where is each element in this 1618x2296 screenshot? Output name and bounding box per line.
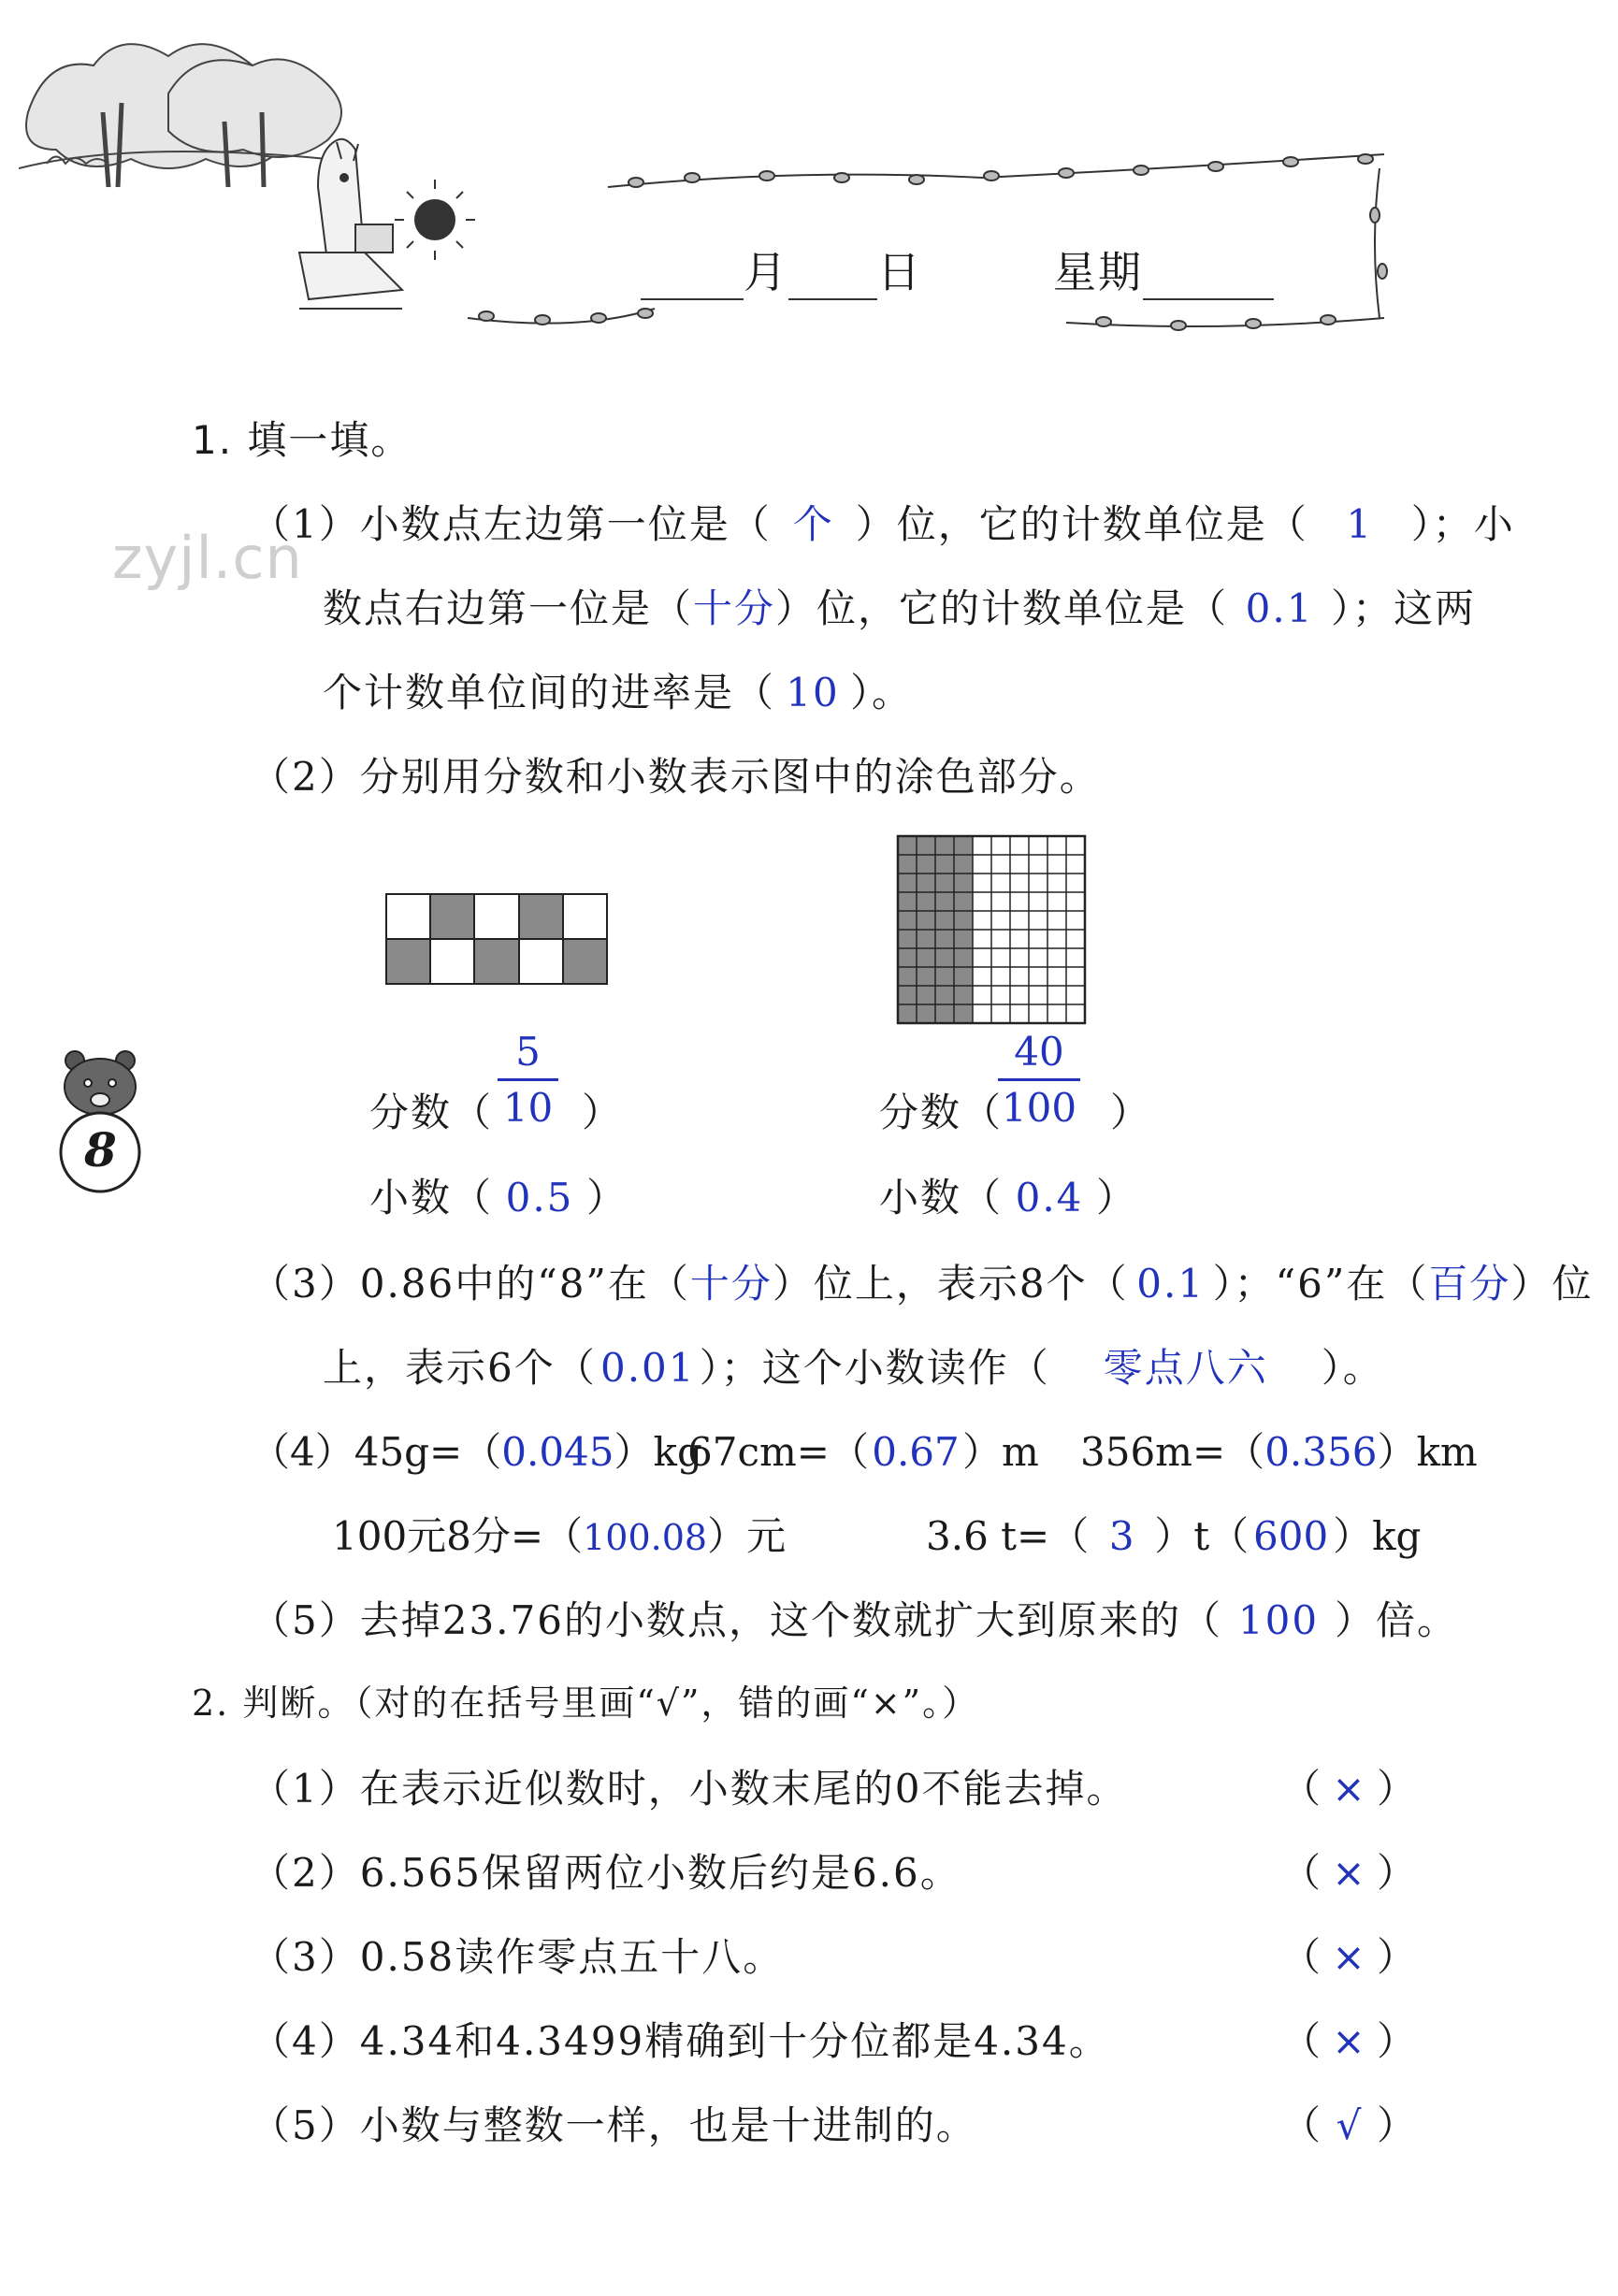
text: ） [1110, 1090, 1152, 1135]
paren-close: ） [1377, 1766, 1417, 1812]
answer-shifen: 十分 [693, 585, 776, 631]
text: （3）0.86中的“8”在（ [251, 1261, 690, 1307]
answer-one: 1 [1346, 501, 1374, 547]
text: 小数（ [879, 1175, 1004, 1220]
text: ）；“6”在（ [1212, 1261, 1429, 1307]
text: 上，表示6个（ [323, 1345, 597, 1391]
paren-close: ） [1377, 1934, 1417, 1980]
q2-title: 2. 判断。（对的在括号里画“√”，错的画“×”。） [192, 1682, 980, 1724]
text: ）kg [614, 1429, 702, 1475]
right-fraction-answer [998, 1029, 1080, 1131]
text: ）m [961, 1429, 1039, 1475]
text: （5）去掉23.76的小数点，这个数就扩大到原来的（ [251, 1597, 1222, 1643]
giraffe-reading-icon [299, 139, 402, 309]
paren-open: （ [1281, 2102, 1322, 2148]
q1-p2-title: （2）分别用分数和小数表示图中的涂色部分。 [251, 754, 1101, 800]
text: ）；这个小数读作（ [699, 1345, 1050, 1391]
judgment-item [251, 2095, 977, 2151]
answer-100: 100 [1237, 1597, 1320, 1643]
judgment-item [251, 1758, 1127, 1814]
answer-reading: 零点八六 [1103, 1345, 1268, 1391]
answer-0-01: 0.01 [600, 1345, 696, 1391]
month-blank [641, 261, 744, 300]
judgment-text: （4）4.34和4.3499精确到十分位都是4.34。 [251, 2018, 1110, 2064]
judgment-item [251, 1927, 784, 1983]
q1-p1-line1 [251, 494, 1515, 550]
text: ）倍。 [1334, 1597, 1458, 1643]
text: ） [582, 1090, 624, 1135]
text: ）；这两 [1331, 585, 1477, 631]
answer-baifen: 百分 [1428, 1261, 1511, 1307]
text: ）；小 [1410, 501, 1515, 547]
fraction-bar [498, 1078, 558, 1081]
answer-0-4: 0.4 [1015, 1175, 1084, 1220]
judgment-mark: √ [1336, 2102, 1362, 2148]
denominator: 100 [1001, 1085, 1077, 1131]
month-label: 月 [744, 247, 788, 297]
text: ） [1096, 1175, 1138, 1220]
left-fraction-label [369, 1082, 623, 1138]
q1-p4-line1c [1080, 1422, 1478, 1478]
text: ）kg [1333, 1513, 1422, 1559]
text: 356m=（ [1080, 1429, 1265, 1475]
judgment-text: （1）在表示近似数时，小数末尾的0不能去掉。 [251, 1766, 1128, 1812]
q1-p4-line2b [926, 1506, 1421, 1562]
judgment-mark: × [1332, 1766, 1365, 1812]
judgment-item [251, 2011, 1110, 2067]
trees-icon [19, 44, 341, 187]
q1-p4-line1b [687, 1422, 1039, 1478]
header-illustration [19, 28, 1403, 355]
judgment-answer [1281, 2011, 1416, 2067]
answer-shifen-2: 十分 [689, 1261, 773, 1307]
paren-close: ） [1377, 1850, 1417, 1896]
watermark: zyjl.cn [112, 524, 303, 592]
judgment-answer [1281, 2095, 1416, 2151]
judgment-mark: × [1332, 1934, 1365, 1980]
text: 个计数单位间的进率是（ [323, 670, 776, 715]
text: ）位上，表示8个（ [772, 1261, 1129, 1307]
judgment-item [251, 1842, 961, 1899]
q1-p1-line3 [323, 662, 913, 718]
paren-open: （ [1281, 1934, 1322, 1980]
q1-title: 1. 填一填。 [192, 417, 412, 463]
day-label: 日 [877, 247, 922, 297]
text: 67cm=（ [687, 1429, 869, 1475]
sun-icon [395, 180, 475, 260]
answer-100-08: 100.08 [583, 1517, 708, 1558]
bear-icon [65, 1051, 136, 1115]
hundred-grid-figure [896, 834, 1087, 1025]
paren-open: （ [1281, 1766, 1322, 1812]
q1-p4-line2 [332, 1506, 786, 1562]
weekday-label: 星期 [1053, 247, 1143, 297]
answer-0-1: 0.1 [1245, 585, 1314, 631]
text: ）位 [1510, 1261, 1594, 1307]
left-decimal-label [369, 1167, 628, 1223]
text: ）t（ [1154, 1513, 1250, 1559]
text: （4）45g=（ [251, 1429, 502, 1475]
text: 100元8分=（ [332, 1513, 584, 1559]
judgment-mark: × [1332, 2018, 1365, 2064]
text: ）位，它的计数单位是（ [775, 585, 1229, 631]
left-fraction-answer [498, 1029, 558, 1131]
text: 小数（ [369, 1175, 494, 1220]
answer-0-1-b: 0.1 [1136, 1261, 1206, 1307]
text: 数点右边第一位是（ [323, 585, 694, 631]
numerator: 40 [1014, 1029, 1064, 1075]
answer-0-045: 0.045 [501, 1429, 614, 1475]
q1-p3-line2 [323, 1337, 1384, 1393]
answer-600: 600 [1253, 1513, 1329, 1559]
answer-0-356: 0.356 [1264, 1429, 1378, 1475]
day-blank [788, 261, 877, 300]
text: ）。 [850, 670, 914, 715]
q1-p1-line2 [323, 578, 1476, 634]
shaded-strip-figure [385, 893, 610, 987]
fraction-bar [998, 1078, 1080, 1081]
text: ）km [1377, 1429, 1478, 1475]
q1-p4-line1 [251, 1422, 702, 1478]
paren-open: （ [1281, 1850, 1322, 1896]
weekday-blank [1143, 261, 1274, 300]
text: 分数（ [879, 1090, 1004, 1135]
judgment-text: （2）6.565保留两位小数后约是6.6。 [251, 1850, 961, 1896]
numerator: 5 [515, 1029, 541, 1075]
paren-close: ） [1377, 2018, 1417, 2064]
q1-p5 [251, 1590, 1458, 1646]
denominator: 10 [502, 1085, 554, 1131]
judgment-text: （3）0.58读作零点五十八。 [251, 1934, 785, 1980]
judgment-answer [1281, 1927, 1416, 1983]
paren-close: ） [1377, 2102, 1417, 2148]
answer-0-5: 0.5 [505, 1175, 574, 1220]
judgment-text: （5）小数与整数一样，也是十进制的。 [251, 2102, 977, 2148]
judgment-answer [1281, 1842, 1416, 1899]
text: ） [586, 1175, 628, 1220]
judgment-mark: × [1332, 1850, 1365, 1896]
answer-0-67: 0.67 [872, 1429, 960, 1475]
page-number: 8 [84, 1122, 117, 1177]
date-line [641, 238, 1274, 300]
answer-10: 10 [786, 670, 840, 715]
answer-ge: 个 [792, 501, 834, 547]
paren-open: （ [1281, 2018, 1322, 2064]
text: ）元 [707, 1513, 787, 1559]
text: （1）小数点左边第一位是（ [251, 501, 772, 547]
right-decimal-label [879, 1167, 1137, 1223]
text: ）位，它的计数单位是（ [855, 501, 1308, 547]
answer-3: 3 [1108, 1513, 1134, 1559]
text: 分数（ [369, 1090, 494, 1135]
text: ）。 [1321, 1345, 1384, 1391]
judgment-answer [1281, 1758, 1416, 1814]
q1-p3-line1 [251, 1253, 1593, 1309]
text: 3.6 t=（ [926, 1513, 1090, 1559]
